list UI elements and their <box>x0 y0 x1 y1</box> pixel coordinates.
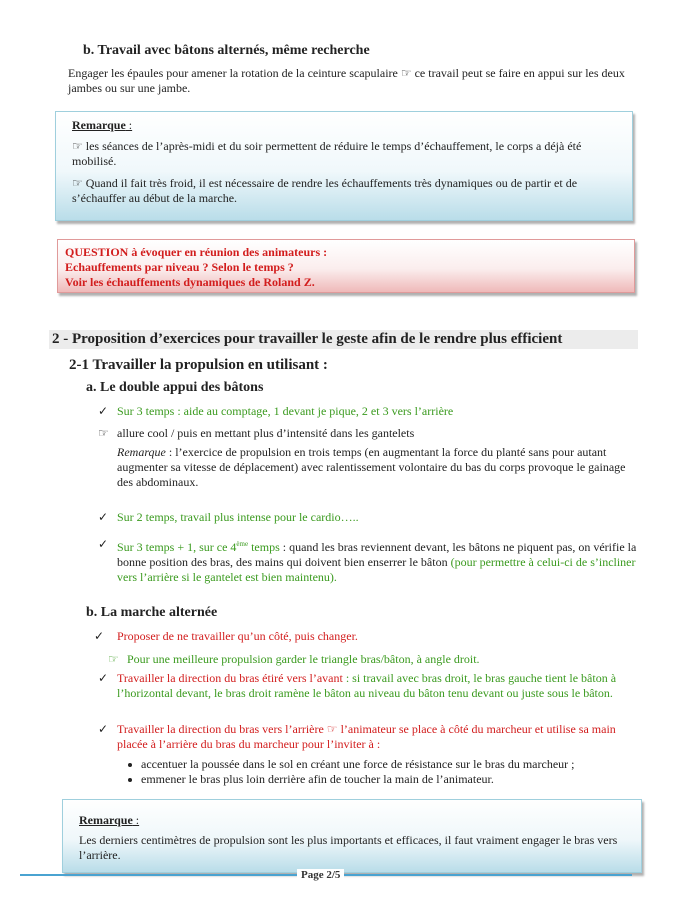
heading-b-marche: b. La marche alternée <box>86 605 218 620</box>
b-sub-1: accentuer la poussée dans le sol en créant une force de résistance sur le bras du marcheur ; <box>141 757 575 771</box>
remark-2-title: Remarque : <box>79 813 140 827</box>
question-box <box>57 239 635 293</box>
b-item-3: Travailler la direction du bras étiré vers l’avant : si travail avec bras droit, le bras gauche tient le bâton à l’horizontal devant, le bras droit ramène le bâton au niveau du bâton tenu devant ou juste sous le bâton. <box>117 671 617 700</box>
question-line-3: Voir les échauffements dynamiques de Roland Z. <box>65 275 315 289</box>
a-item-1: Sur 3 temps : aide au comptage, 1 devant je pique, 2 et 3 vers l’arrière <box>117 404 454 418</box>
checkmark-icon: ✓ <box>98 510 109 524</box>
remark-title: Remarque : <box>72 118 133 132</box>
pointer-icon: ☞ <box>98 426 109 440</box>
pointer-icon: ☞ <box>108 652 119 666</box>
b-item-4: Travailler la direction du bras vers l’arrière ☞ l’animateur se place à côté du marcheur et utilise sa main placée à l’arrière du bras du marcheur pour l’inviter à : <box>117 722 616 751</box>
remark-paragraph-1: ☞ les séances de l’après-midi et du soir permettent de réduire le temps d’échauffement, le corps a déjà été mobilisé. <box>72 139 582 168</box>
checkmark-icon: ✓ <box>98 404 109 418</box>
heading-2-1: 2-1 Travailler la propulsion en utilisant : <box>69 357 328 373</box>
remark-box-2 <box>62 799 642 873</box>
checkmark-icon: ✓ <box>98 671 109 685</box>
remark-2-text: Les derniers centimètres de propulsion sont les plus importants et efficaces, il faut vraiment engager le bras vers l’arrière. <box>79 833 618 862</box>
b-item-2: Pour une meilleure propulsion garder le triangle bras/bâton, à angle droit. <box>127 652 480 666</box>
b-item-1: Proposer de ne travailler qu’un côté, puis changer. <box>117 629 358 643</box>
bullet-icon <box>128 763 132 767</box>
a-item-4: Sur 3 temps + 1, sur ce 4ème temps : quand les bras reviennent devant, les bâtons ne piquent pas, on vérifie la bonne position des bras, des mains qui doivent bien enserrer le bâton (pour permettre à celui-ci de s’incliner vers l’arrière si le gantelet est bien maintenu). <box>117 540 637 584</box>
question-line-2: Echauffements par niveau ? Selon le temps ? <box>65 260 294 274</box>
checkmark-icon: ✓ <box>98 722 109 736</box>
remark-box <box>55 111 633 221</box>
a-item-3: Sur 2 temps, travail plus intense pour le cardio….. <box>117 510 359 524</box>
page-number: Page 2/5 <box>297 869 344 881</box>
section-b-title: b. Travail avec bâtons alternés, même recherche <box>83 43 370 58</box>
a-item-2: allure cool / puis en mettant plus d’intensité dans les gantelets <box>117 426 415 440</box>
remark-paragraph-2: ☞ Quand il fait très froid, il est nécessaire de rendre les échauffements très dynamiques ou de partir et de s’échauffer au début de la marche. <box>72 176 578 205</box>
heading-2: 2 - Proposition d’exercices pour travailler le geste afin de le rendre plus efficient <box>49 330 638 349</box>
b-sub-2: emmener le bras plus loin derrière afin de toucher la main de l’animateur. <box>141 772 494 786</box>
checkmark-icon: ✓ <box>94 629 105 643</box>
checkmark-icon: ✓ <box>98 537 109 551</box>
a-remark: Remarque : l’exercice de propulsion en trois temps (en augmentant la force du planté sans pour autant augmenter sa vitesse de déplacement) avec ralentissement volontaire du bas du corps provoque le gainage des abdominaux. <box>117 445 626 489</box>
question-line-1: QUESTION à évoquer en réunion des animateurs : <box>65 245 328 259</box>
heading-a: a. Le double appui des bâtons <box>86 380 264 395</box>
intro-paragraph: Engager les épaules pour amener la rotation de la ceinture scapulaire ☞ ce travail peut se faire en appui sur les deux jambes ou sur une jambe. <box>68 66 625 95</box>
bullet-icon <box>128 778 132 782</box>
